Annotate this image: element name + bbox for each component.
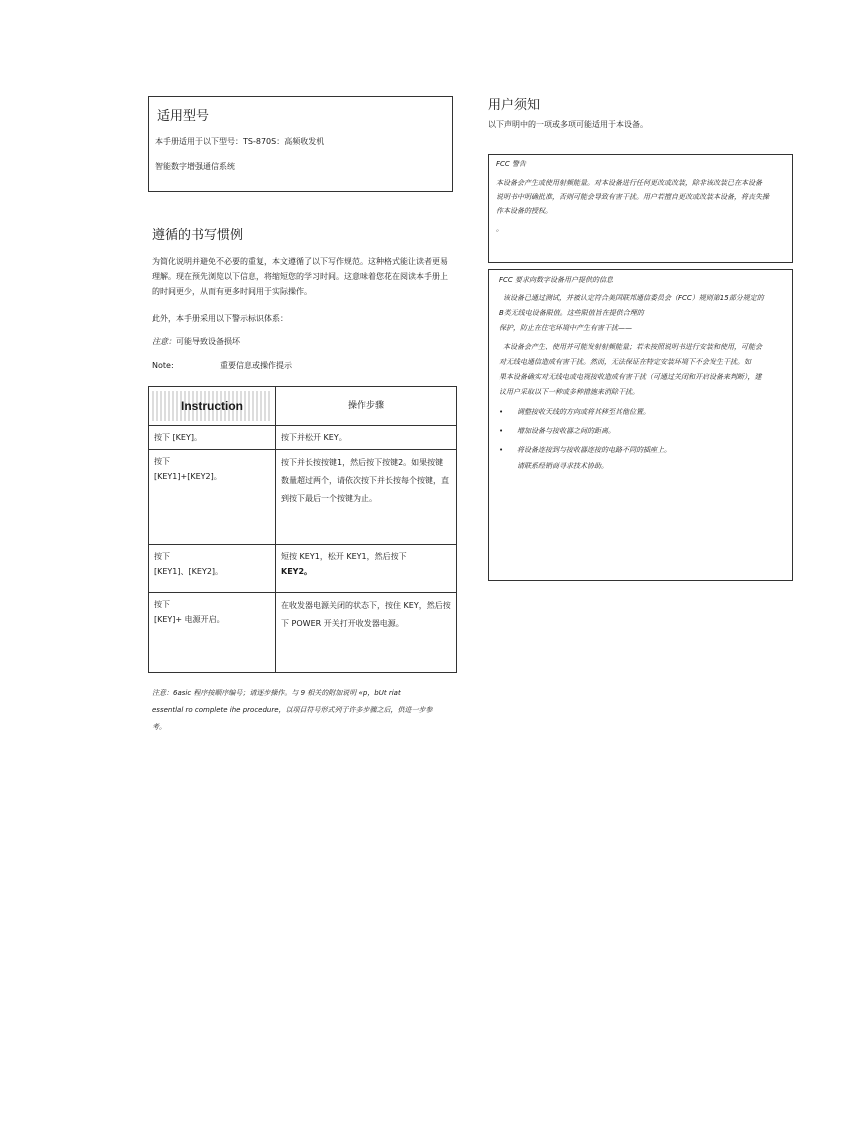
fcc-info-title: FCC 要求向数字设备用户提供的信息 bbox=[499, 276, 614, 284]
models-title: 适用型号 bbox=[157, 109, 210, 124]
fcc-info-bullets bbox=[489, 403, 671, 460]
note-label: Note: bbox=[152, 361, 174, 370]
caution-text: 可能导致设备损坏 bbox=[176, 337, 240, 346]
table-cell-step: 按下并松开 KEY。 bbox=[276, 426, 457, 450]
step-line-b: KEY2。 bbox=[281, 567, 313, 576]
models-line-1: 本手册适用于以下型号：TS-870S：高频收发机 bbox=[155, 137, 325, 146]
bottom-note-line-1: 注意：6asic 程序按顺序编号；请逐步操作。与 9 相关的附加说明 «p，bUt riat bbox=[152, 689, 401, 697]
fcc-info-line-7: 议用户采取以下一种或多种措施来消除干扰。 bbox=[499, 388, 639, 396]
list-item: • 将设备连接到与接收器连接的电路不同的插座上。 bbox=[489, 441, 671, 460]
conventions-para-1: 为简化说明并避免不必要的重复，本文遵循了以下写作规范。这种格式能让读者更易理解。现在预先浏览以下信息，将缩短您的学习时间。这意味着您花在阅读本手册上的时间更少，从而有更多时间用于实际操作。 bbox=[152, 257, 448, 296]
instr-line-b: [KEY]+ 电源开启。 bbox=[154, 615, 225, 624]
fcc-warning-line-4: 。 bbox=[496, 225, 503, 233]
fcc-warning-box bbox=[488, 154, 793, 263]
note-text: 重要信息或操作提示 bbox=[220, 361, 292, 370]
table-cell-instruction: 按下 [KEY]。 bbox=[149, 426, 276, 450]
fcc-info-line-6: 果本设备确实对无线电或电视接收造成有害干扰（可通过关闭和开启设备来判断），建 bbox=[499, 373, 762, 381]
bottom-note-line-2: essentlal ro complete ihe procedure，以项目符号形式列于许多步骤之后，供进一步参 bbox=[152, 706, 433, 714]
fcc-info-line-4: 本设备会产生、使用并可能发射射频能量；若未按照说明书进行安装和使用，可能会 bbox=[503, 343, 762, 351]
steps-header-label: 操作步骤 bbox=[347, 400, 384, 411]
bottom-note-line-3: 考。 bbox=[152, 723, 166, 731]
fcc-warning-line-1: 本设备会产生或使用射频能量。对本设备进行任何更改或改装，除非该改装已在本设备 bbox=[496, 179, 762, 187]
table-cell-step: 按下并长按按键1，然后按下按键2。如果按键数量超过两个，请依次按下并长按每个按键，直到按下最后一个按键为止。 bbox=[276, 450, 457, 545]
table-header-steps bbox=[276, 387, 457, 426]
models-box bbox=[148, 96, 453, 192]
table-row bbox=[149, 545, 457, 593]
table-cell-instruction bbox=[149, 593, 276, 673]
table-row bbox=[149, 426, 457, 450]
fcc-info-line-3: 保护，防止在住宅环境中产生有害干扰—— bbox=[499, 324, 632, 332]
fcc-warning-title: FCC 警告 bbox=[496, 160, 527, 168]
step-line-a: 短按 KEY1，松开 KEY1，然后按下 bbox=[281, 552, 407, 561]
fcc-info-line-5: 对无线电通信造成有害干扰。然而，无法保证在特定安装环境下不会发生干扰。如 bbox=[499, 358, 751, 366]
note-line bbox=[152, 358, 292, 373]
user-notice-subtitle: 以下声明中的一项或多项可能适用于本设备。 bbox=[488, 120, 648, 129]
table-row bbox=[149, 450, 457, 545]
list-item: • 调整接收天线的方向或将其移至其他位置。 bbox=[489, 403, 671, 422]
instr-line-a: 按下 bbox=[154, 600, 170, 609]
fcc-warning-line-2: 说明书中明确批准，否则可能会导致有害干扰。用户若擅自更改或改装本设备，将丧失操 bbox=[496, 193, 769, 201]
table-cell-instruction bbox=[149, 545, 276, 593]
instruction-header-label: Instruction bbox=[152, 391, 272, 421]
conventions-title: 遵循的书写惯例 bbox=[152, 228, 244, 243]
table-header-instruction bbox=[149, 387, 276, 426]
instr-line-b: [KEY1]、[KEY2]。 bbox=[154, 567, 224, 576]
caution-line bbox=[152, 334, 240, 349]
models-line-2: 智能数字增强通信系统 bbox=[155, 162, 235, 171]
fcc-info-line-1: 该设备已通过测试，并被认定符合美国联邦通信委员会（FCC）规则第15部分规定的 bbox=[503, 294, 764, 302]
fcc-warning-line-3: 作本设备的授权。 bbox=[496, 207, 552, 215]
table-row bbox=[149, 593, 457, 673]
fcc-info-line-2: B类无线电设备限值。这些限值旨在提供合理的 bbox=[499, 309, 644, 317]
user-notice-title: 用户须知 bbox=[488, 98, 541, 113]
list-item: • 增加设备与接收器之间的距离。 bbox=[489, 422, 671, 441]
caution-label: 注意： bbox=[152, 337, 176, 346]
fcc-info-last: 请联系经销商寻求技术协助。 bbox=[517, 462, 608, 470]
instr-line-a: 按下 bbox=[154, 457, 170, 466]
instr-line-b: [KEY1]+[KEY2]。 bbox=[154, 472, 222, 481]
conventions-para-2: 此外，本手册采用以下警示标识体系： bbox=[152, 314, 288, 323]
table-cell-instruction bbox=[149, 450, 276, 545]
fcc-info-box bbox=[488, 269, 793, 581]
table-cell-step bbox=[276, 545, 457, 593]
instruction-table bbox=[148, 386, 457, 673]
instr-line-a: 按下 bbox=[154, 552, 170, 561]
table-cell-step: 在收发器电源关闭的状态下，按住 KEY，然后按下 POWER 开关打开收发器电源。 bbox=[276, 593, 457, 673]
table-header-row bbox=[149, 387, 457, 426]
